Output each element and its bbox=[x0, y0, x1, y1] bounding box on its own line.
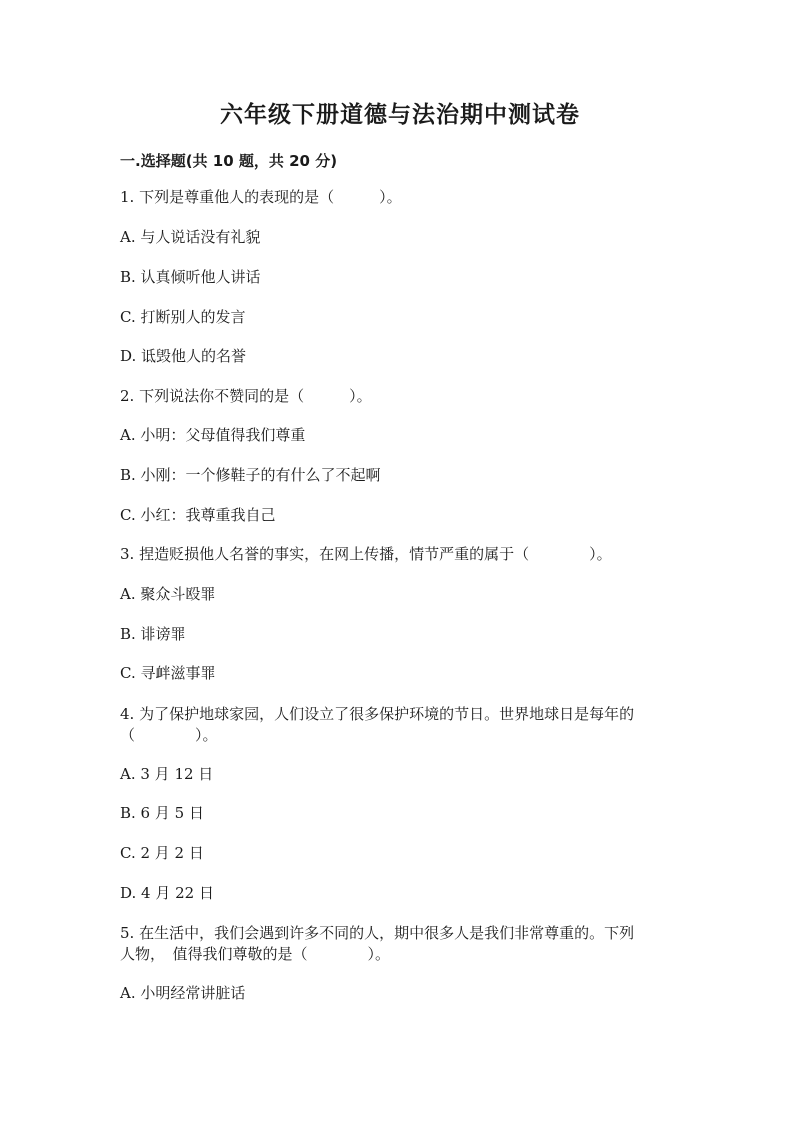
question-4-option-a[interactable]: A. 3 月 12 日 bbox=[120, 765, 214, 783]
question-4-option-c[interactable]: C. 2 月 2 日 bbox=[120, 844, 204, 862]
question-3-stem: 3. 捏造贬损他人名誉的事实，在网上传播，情节严重的属于（ ）。 bbox=[120, 545, 612, 563]
question-4-option-d[interactable]: D. 4 月 22 日 bbox=[120, 884, 214, 902]
question-4-option-b[interactable]: B. 6 月 5 日 bbox=[120, 804, 204, 822]
question-1-stem: 1. 下列是尊重他人的表现的是（ ）。 bbox=[120, 188, 402, 206]
question-5-option-a[interactable]: A. 小明经常讲脏话 bbox=[120, 984, 246, 1002]
question-1-option-b[interactable]: B. 认真倾听他人讲话 bbox=[120, 268, 261, 286]
question-5-stem-line1: 5. 在生活中，我们会遇到许多不同的人，期中很多人是我们非常尊重的。下列 bbox=[120, 924, 635, 942]
question-1-option-d[interactable]: D. 诋毁他人的名誉 bbox=[120, 347, 247, 365]
question-3-option-c[interactable]: C. 寻衅滋事罪 bbox=[120, 664, 216, 682]
question-2-option-c[interactable]: C. 小红：我尊重我自己 bbox=[120, 506, 276, 524]
question-1-option-c[interactable]: C. 打断别人的发言 bbox=[120, 308, 246, 326]
question-3-option-a[interactable]: A. 聚众斗殴罪 bbox=[120, 585, 216, 603]
question-2-option-b[interactable]: B. 小刚：一个修鞋子的有什么了不起啊 bbox=[120, 466, 381, 484]
question-1-option-a[interactable]: A. 与人说话没有礼貌 bbox=[120, 228, 261, 246]
question-5-stem-line2: 人物， 值得我们尊敬的是（ ）。 bbox=[120, 945, 391, 963]
question-4-stem-line1: 4. 为了保护地球家园，人们设立了很多保护环境的节日。世界地球日是每年的 bbox=[120, 705, 635, 723]
question-2-stem: 2. 下列说法你不赞同的是（ ）。 bbox=[120, 387, 372, 405]
page-title: 六年级下册道德与法治期中测试卷 bbox=[220, 101, 580, 128]
question-4-stem-line2: （ ）。 bbox=[120, 726, 218, 744]
section-heading: 一.选择题(共 10 题，共 20 分) bbox=[120, 152, 338, 170]
question-3-option-b[interactable]: B. 诽谤罪 bbox=[120, 625, 186, 643]
question-2-option-a[interactable]: A. 小明：父母值得我们尊重 bbox=[120, 426, 306, 444]
